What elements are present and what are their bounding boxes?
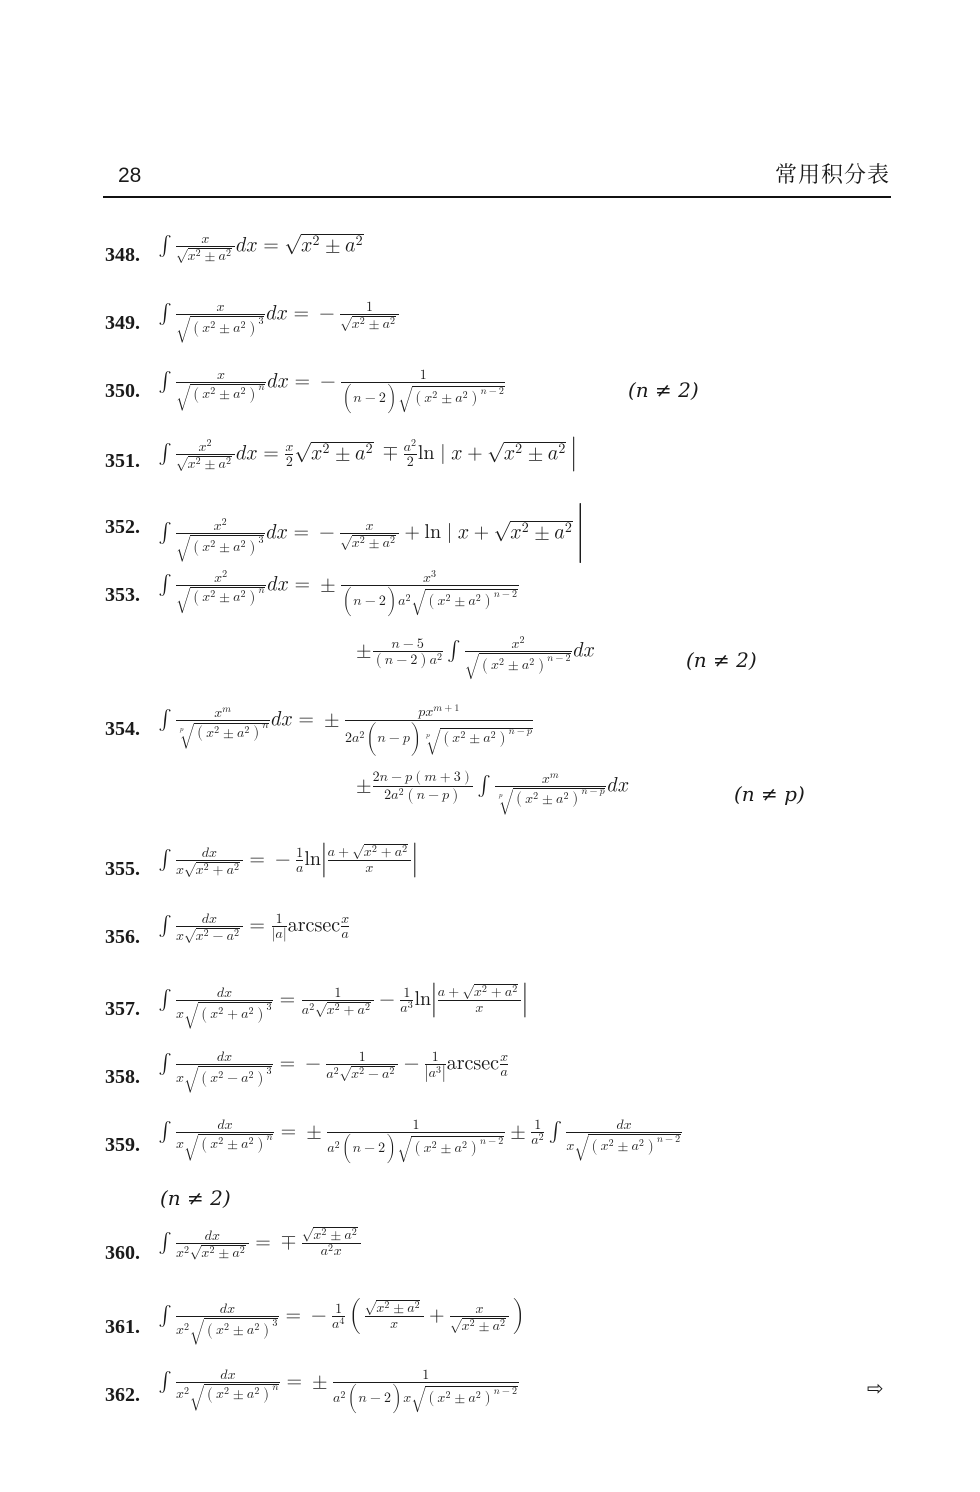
- condition-350: (n ≠ 2): [628, 378, 699, 402]
- hollow-right-arrow-icon[interactable]: ⇨: [867, 1376, 884, 1400]
- formula-360: ∫ d x 𝑥 2 x 2 ± a 2 = ∓ x 2 ± a 2 𝑎 2 x: [158, 1226, 357, 1260]
- formula-355: ∫ d x 𝑥 x 2 + a 2 = − 1 𝑎 ln | a + x 2 + a 2 𝑥 |: [158, 844, 418, 877]
- formula-number-350: 350.: [105, 380, 140, 402]
- formula-352: ∫ x 2 ( x 2 ± a 2 ) 3 d x = − x 𝑥 2 ± a 2 + ln | x + x 2 ± a 2 |: [158, 504, 583, 555]
- formula-number-362: 362.: [105, 1384, 140, 1406]
- condition-353: (n ≠ 2): [686, 648, 757, 672]
- header-rule: [103, 196, 891, 198]
- formula-number-353: 353.: [105, 584, 140, 606]
- formula-number-356: 356.: [105, 926, 140, 948]
- page-number: 28: [118, 164, 142, 187]
- formula-359: ∫ d x 𝑥 ( x 2 ± a 2 ) 𝑛 = ± 1 𝑎 2 ( n − 2 ) ( x 2 ± a 2 ) 𝑛 − 2 ± 1 𝑎 2 ∫ d x 𝑥 ( x 2 ± a 2 ) 𝑛 − 2: [158, 1118, 681, 1156]
- formula-351: ∫ x 2 𝑥 2 ± a 2 d x = x 2 x 2 ± a 2 ∓ a 2 2 ln | x + x 2 ± a 2 |: [158, 438, 577, 471]
- condition-354: (n ≠ p): [734, 782, 805, 806]
- formula-353-line1: ∫ x 2 ( x 2 ± a 2 ) 𝑛 d x = ± x 3 ( n − 2 ) a 2 ( x 2 ± a 2 ) 𝑛 − 2: [158, 569, 518, 609]
- formula-356: ∫ d x 𝑥 x 2 − a 2 = 1 | a | arcsec x 𝑎: [158, 912, 350, 943]
- formula-number-348: 348.: [105, 244, 140, 266]
- formula-number-351: 351.: [105, 450, 140, 472]
- formula-number-359: 359.: [105, 1134, 140, 1156]
- formula-number-354: 354.: [105, 718, 140, 740]
- formula-number-357: 357.: [105, 998, 140, 1020]
- formula-number-355: 355.: [105, 858, 140, 880]
- formula-number-360: 360.: [105, 1242, 140, 1264]
- formula-number-352: 352.: [105, 516, 140, 538]
- formula-350: ∫ x ( x 2 ± a 2 ) 𝑛 d x = − 1 ( n − 2 ) ( x 2 ± a 2 ) 𝑛 − 2: [158, 368, 504, 406]
- formula-number-358: 358.: [105, 1066, 140, 1088]
- formula-number-361: 361.: [105, 1316, 140, 1338]
- formula-349: ∫ x ( x 2 ± a 2 ) 3 d x = − 1 𝑥 2 ± a 2: [158, 300, 396, 336]
- formula-357: ∫ d x 𝑥 ( x 2 + a 2 ) 3 = 1 𝑎 2 x 2 + a 2 − 1 𝑎 3 ln | a + x 2 + a 2 𝑥 |: [158, 984, 528, 1022]
- formula-354-line2: ± 2 n − p ( m + 3 ) 2 a 2 ( n − p ) ∫ x m ( x 2 ± a 2 ) 𝑛 − p 𝑝 𝑑 x: [356, 770, 630, 806]
- section-title: 常用积分表: [774, 163, 890, 188]
- formula-348: ∫ x 𝑥 2 ± a 2 d x = x 2 ± a 2: [158, 232, 363, 263]
- formula-353-line2: ± n − 5 ( n − 2 ) a 2 ∫ x 2 ( x 2 ± a 2 ) 𝑛 − 2 d x: [356, 635, 595, 673]
- condition-359: (n ≠ 2): [160, 1186, 231, 1210]
- formula-362: ∫ d x 𝑥 2 ( x 2 ± a 2 ) 𝑛 = ± 1 𝑎 2 ( n − 2 ) x ( x 2 ± a 2 ) 𝑛 − 2: [158, 1368, 517, 1406]
- formula-358: ∫ d x 𝑥 ( x 2 − a 2 ) 3 = − 1 𝑎 2 x 2 − a 2 − 1 | a 3 | arcsec x 𝑎: [158, 1050, 509, 1086]
- formula-361: ∫ d x 𝑥 2 ( x 2 ± a 2 ) 3 = − 1 𝑎 4 ( x 2 ± a 2 𝑥 + x 𝑥 2 ± a 2 ): [158, 1300, 518, 1338]
- formula-354-line1: ∫ x m ( x 2 ± a 2 ) 𝑛 𝑝 𝑑 x = ± p x m + 1 2 a 2 ( 𝑛 − p ) ( x 2 ± a 2 ) 𝑛 − p 𝑝: [158, 703, 532, 746]
- formula-number-349: 349.: [105, 312, 140, 334]
